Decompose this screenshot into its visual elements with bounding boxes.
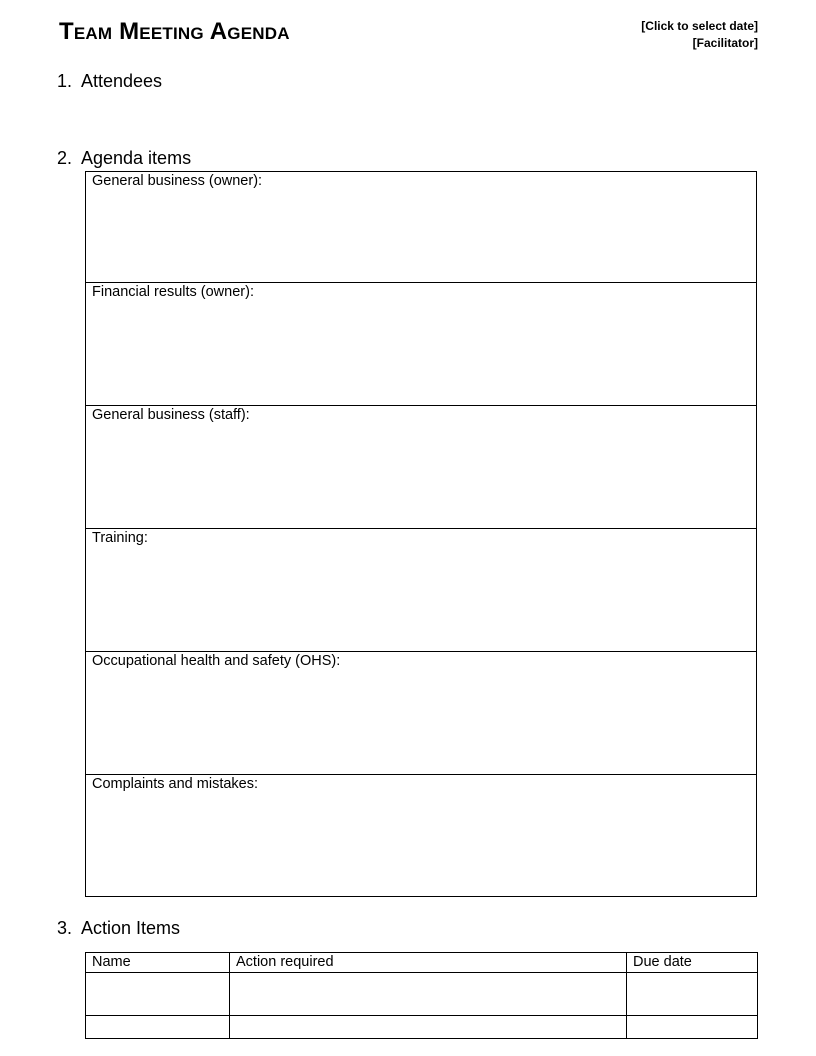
action-required-cell[interactable] [230,1016,627,1039]
facilitator-field[interactable]: [Facilitator] [692,36,758,50]
action-items-table [85,952,758,1039]
section-heading-attendees [57,71,162,92]
agenda-item-complaints[interactable] [86,775,757,897]
table-header-row [86,953,758,973]
table-row [86,1016,758,1039]
section-title: Attendees [81,71,163,91]
agenda-item-label: Occupational health and safety (OHS): [92,653,341,669]
due-date-cell[interactable] [627,1016,758,1039]
agenda-item-label: Training: [92,530,148,546]
due-date-cell[interactable] [627,973,758,1016]
section-number: 2. [57,148,73,168]
section-heading-action-items [57,918,180,939]
agenda-item-general-business-staff[interactable] [86,406,757,529]
column-header-action-required: Action required [230,953,627,973]
name-cell[interactable] [86,1016,230,1039]
agenda-item-general-business-owner[interactable] [86,172,757,283]
section-title: Action Items [81,918,181,938]
column-header-due-date: Due date [627,953,758,973]
section-title: Agenda items [81,148,192,168]
agenda-items-table [85,171,757,897]
column-header-name: Name [86,953,230,973]
agenda-item-training[interactable] [86,529,757,652]
agenda-item-label: Complaints and mistakes: [92,776,259,792]
agenda-item-label: General business (staff): [92,407,250,423]
section-number: 1. [57,71,73,91]
agenda-item-label: General business (owner): [92,173,263,189]
section-heading-agenda-items [57,148,191,169]
date-picker-field[interactable]: [Click to select date] [641,19,758,33]
section-number: 3. [57,918,73,938]
agenda-item-label: Financial results (owner): [92,284,254,300]
action-required-cell[interactable] [230,973,627,1016]
agenda-item-financial-results[interactable] [86,283,757,406]
table-row [86,973,758,1016]
name-cell[interactable] [86,973,230,1016]
page-title: Team Meeting Agenda [59,18,290,45]
meeting-meta [641,18,758,52]
agenda-item-ohs[interactable] [86,652,757,775]
